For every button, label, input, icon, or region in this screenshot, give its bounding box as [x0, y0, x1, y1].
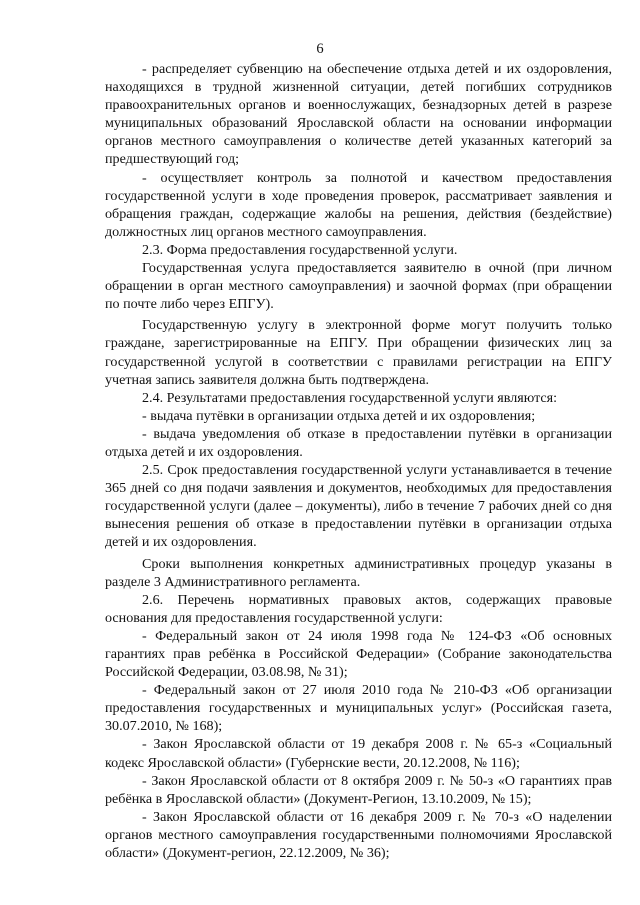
section-heading-2-3: 2.3. Форма предоставления государственной услуги. — [142, 241, 458, 258]
list-item-law-50z: - Закон Ярославской области от 8 октября 2009 г. № 50-з «О гарантиях прав ребёнка в Ярославской области» (Документ-Регион, 13.10.2009, № 15); — [105, 772, 612, 807]
list-item-law-124fz: - Федеральный закон от 24 июля 1998 года № 124-ФЗ «Об основных гарантиях прав ребёнка в Российской Федерации» (Собрание законодательства Российской Федерации, 03.08.98, № 31); — [105, 627, 612, 681]
list-item-result-refusal: - выдача уведомления об отказе в предоставлении путёвки в организации отдыха детей и их оздоровления. — [105, 425, 612, 460]
paragraph-electronic-form: Государственную услугу в электронной форме могут получить только граждане, зарегистрированные на ЕПГУ. При обращении физических лиц за государственной услугой в соответствии с правилами регистрации на ЕПГУ учетная запись заявителя должна быть подтверждена. — [105, 317, 612, 388]
list-item-law-65z: - Закон Ярославской области от 19 декабря 2008 г. № 65-з «Социальный кодекс Ярославской области» (Губернские вести, 20.12.2008, № 116); — [105, 736, 612, 771]
paragraph-procedure-terms: Сроки выполнения конкретных административных процедур указаны в разделе 3 Административного регламента. — [105, 555, 612, 590]
page-content — [105, 60, 612, 862]
paragraph-service-forms: Государственная услуга предоставляется заявителю в очной (при личном обращении в орган местного самоуправления) и заочной формах (при обращении по почте либо через ЕПГУ). — [105, 260, 612, 313]
list-item-result-voucher: - выдача путёвки в организации отдыха детей и их оздоровления; — [142, 407, 536, 424]
list-item-law-70z: - Закон Ярославской области от 16 декабря 2009 г. № 70-з «О наделении органов местного самоуправления государственными полномочиями Ярославской области» (Документ-регион, 22.12.2009, № 36); — [105, 808, 612, 862]
section-heading-2-6: 2.6. Перечень нормативных правовых актов, содержащих правовые основания для предоставления государственной услуги: — [105, 591, 612, 626]
paragraph-control: - осуществляет контроль за полнотой и качеством предоставления государственной услуги в ходе проведения проверок, рассматривает заявления и обращения граждан, содержащие жалобы на решения, действия (бездействие) должностных лиц органов местного самоуправления. — [105, 169, 612, 240]
section-heading-2-4: 2.4. Результатами предоставления государственной услуги являются: — [142, 389, 558, 406]
list-item-law-210fz: - Федеральный закон от 27 июля 2010 года № 210-ФЗ «Об организации предоставления государственных и муниципальных услуг» (Российская газета, 30.07.2010, № 168); — [105, 682, 612, 735]
section-heading-2-5: 2.5. Срок предоставления государственной услуги устанавливается в течение 365 дней со дня подачи заявления и документов, необходимых для предоставления государственной услуги (далее – документы), либо в течение 7 рабочих дней со дня вынесения решения об отказе в предоставлении путёвки в организации отдыха детей и их оздоровления. — [105, 462, 612, 551]
page-number: 6 — [316, 41, 324, 57]
paragraph-subvention: - распределяет субвенцию на обеспечение отдыха детей и их оздоровления, находящихся в трудной жизненной ситуации, детей погибших сотрудников правоохранительных органов и военнослужащих, безнадзорных детей в разрезе муниципальных образований Ярославской области на основании информации органов местного самоуправления о количестве детей указанных категорий за предшествующий год; — [105, 61, 612, 168]
